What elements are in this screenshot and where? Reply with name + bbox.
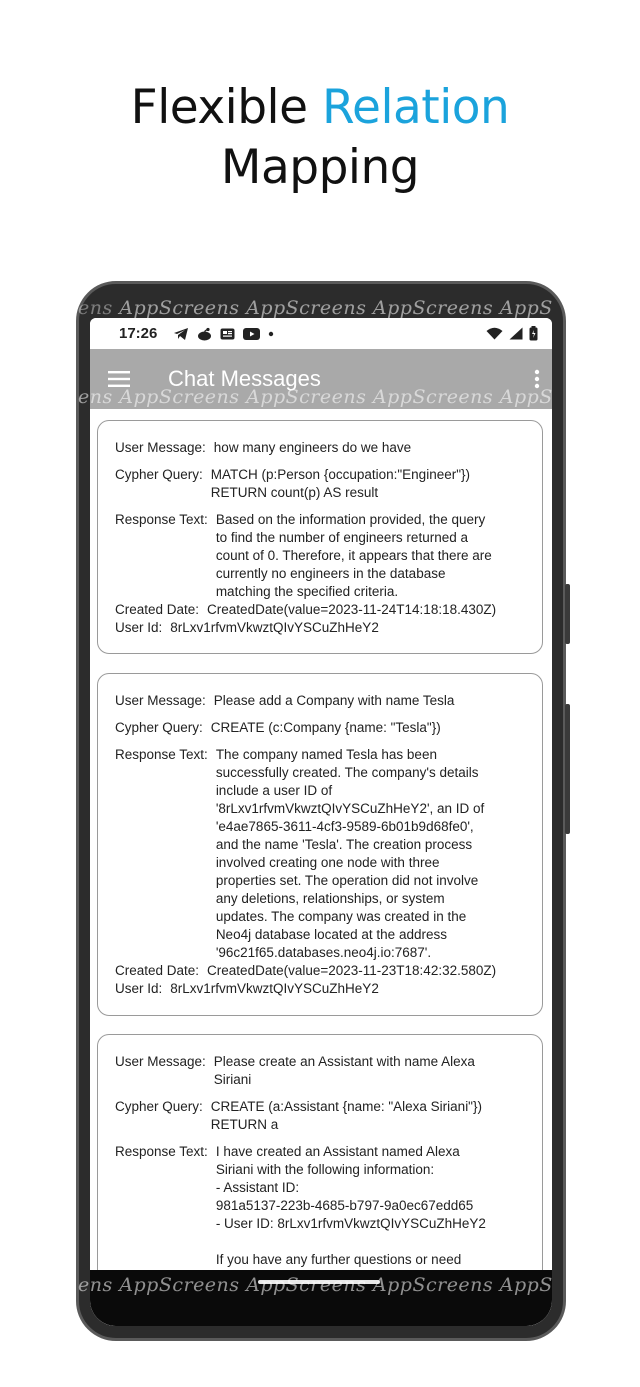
cypher-query-value: CREATE (a:Assistant {name: "Alexa Siriani"}) RETURN a	[210, 1099, 482, 1132]
cypher-query-row	[115, 1098, 526, 1134]
signal-icon	[509, 327, 523, 340]
cypher-query-label: Cypher Query:	[115, 1099, 203, 1114]
battery-icon	[529, 326, 538, 341]
user-message-value: Please create an Assistant with name Alexa Siriani	[213, 1054, 475, 1087]
created-date-label: Created Date:	[115, 602, 200, 617]
message-card[interactable]	[97, 673, 543, 1016]
message-card[interactable]	[97, 420, 543, 654]
response-text-value: Based on the information provided, the query to find the number of engineers returned a count of 0. Therefore, it appears that there are currently no engineers in the database matching the specified criteria.	[215, 512, 492, 599]
dot-icon	[268, 331, 274, 337]
status-time: 17:26	[119, 325, 158, 342]
cypher-query-value: MATCH (p:Person {occupation:"Engineer"}) RETURN count(p) AS result	[210, 467, 471, 500]
status-bar	[90, 318, 552, 349]
cypher-query-label: Cypher Query:	[115, 720, 203, 735]
headline-line-1	[0, 78, 640, 138]
user-message-label: User Message:	[115, 440, 206, 455]
user-message-value: how many engineers do we have	[213, 440, 412, 455]
watermark-text: ens AppScreens AppScreens AppScreens AppS	[78, 1274, 553, 1296]
user-id-label: User Id:	[115, 981, 163, 996]
app-bar	[90, 349, 552, 409]
wifi-icon	[486, 327, 503, 340]
response-text-row	[115, 511, 526, 601]
more-options-icon[interactable]	[534, 369, 540, 389]
headline-accent-word: Relation	[321, 80, 510, 135]
response-text-row	[115, 1143, 526, 1269]
home-gesture-handle[interactable]	[258, 1280, 380, 1284]
user-id-row	[115, 980, 526, 998]
telegram-icon	[173, 327, 189, 341]
menu-icon[interactable]	[108, 371, 130, 387]
power-button	[565, 704, 570, 834]
user-id-value: 8rLxv1rfvmVkwztQIvYSCuZhHeY2	[170, 620, 379, 635]
marketing-headline	[0, 78, 640, 198]
response-text-label: Response Text:	[115, 512, 208, 527]
phone-screen	[90, 318, 552, 1326]
youtube-icon	[243, 328, 260, 340]
cypher-query-label: Cypher Query:	[115, 467, 203, 482]
created-date-value: CreatedDate(value=2023-11-24T14:18:18.430Z)	[207, 602, 497, 617]
user-message-value: Please add a Company with name Tesla	[213, 693, 455, 708]
created-date-row	[115, 601, 526, 619]
created-date-label: Created Date:	[115, 963, 200, 978]
app-bar-title: Chat Messages	[168, 366, 321, 391]
created-date-value: CreatedDate(value=2023-11-23T18:42:32.580Z)	[207, 963, 497, 978]
response-text-label: Response Text:	[115, 1144, 208, 1159]
user-message-row	[115, 1053, 526, 1089]
volume-button	[565, 584, 570, 644]
user-id-label: User Id:	[115, 620, 163, 635]
user-message-row	[115, 439, 526, 457]
headline-line-2: Mapping	[220, 140, 420, 195]
messages-list[interactable]	[90, 409, 552, 1326]
response-text-value: The company named Tesla has been successfully created. The company's details include a user ID of '8rLxv1rfvmVkwztQIvYSCuZhHeY2', an ID of 'e4ae7865-3611-4cf3-9589-6b01b9d68fe0', and the name 'Tesla'. The creation process involved creating one node with three properties set. The operation did not involve any deletions, relationships, or system updates. The company was created in the Neo4j database located at the address '96c21f65.databases.neo4j.io:7687'.	[215, 747, 485, 960]
user-message-label: User Message:	[115, 693, 206, 708]
response-text-label: Response Text:	[115, 747, 208, 762]
user-message-label: User Message:	[115, 1054, 206, 1069]
reddit-icon	[197, 327, 212, 341]
cypher-query-row	[115, 466, 526, 502]
navigation-bar	[90, 1270, 552, 1326]
watermark-text: ens AppScreens AppScreens AppScreens AppS	[78, 297, 553, 319]
user-message-row	[115, 692, 526, 710]
headline-word: Flexible	[130, 80, 308, 135]
news-icon	[220, 328, 235, 340]
watermark-text: ens AppScreens AppScreens AppScreens AppS	[78, 386, 553, 408]
response-text-row	[115, 746, 526, 962]
user-id-row	[115, 619, 526, 637]
cypher-query-value: CREATE (c:Company {name: "Tesla"})	[210, 720, 441, 735]
created-date-row	[115, 962, 526, 980]
user-id-value: 8rLxv1rfvmVkwztQIvYSCuZhHeY2	[170, 981, 379, 996]
cypher-query-row	[115, 719, 526, 737]
response-text-value: I have created an Assistant named Alexa Siriani with the following information: - Assistant ID: 981a5137-223b-4685-b797-9a0ec67edd65 - User ID: 8rLxv1rfvmVkwztQIvYSCuZhHeY2 If you have any further questions or need	[215, 1144, 486, 1267]
